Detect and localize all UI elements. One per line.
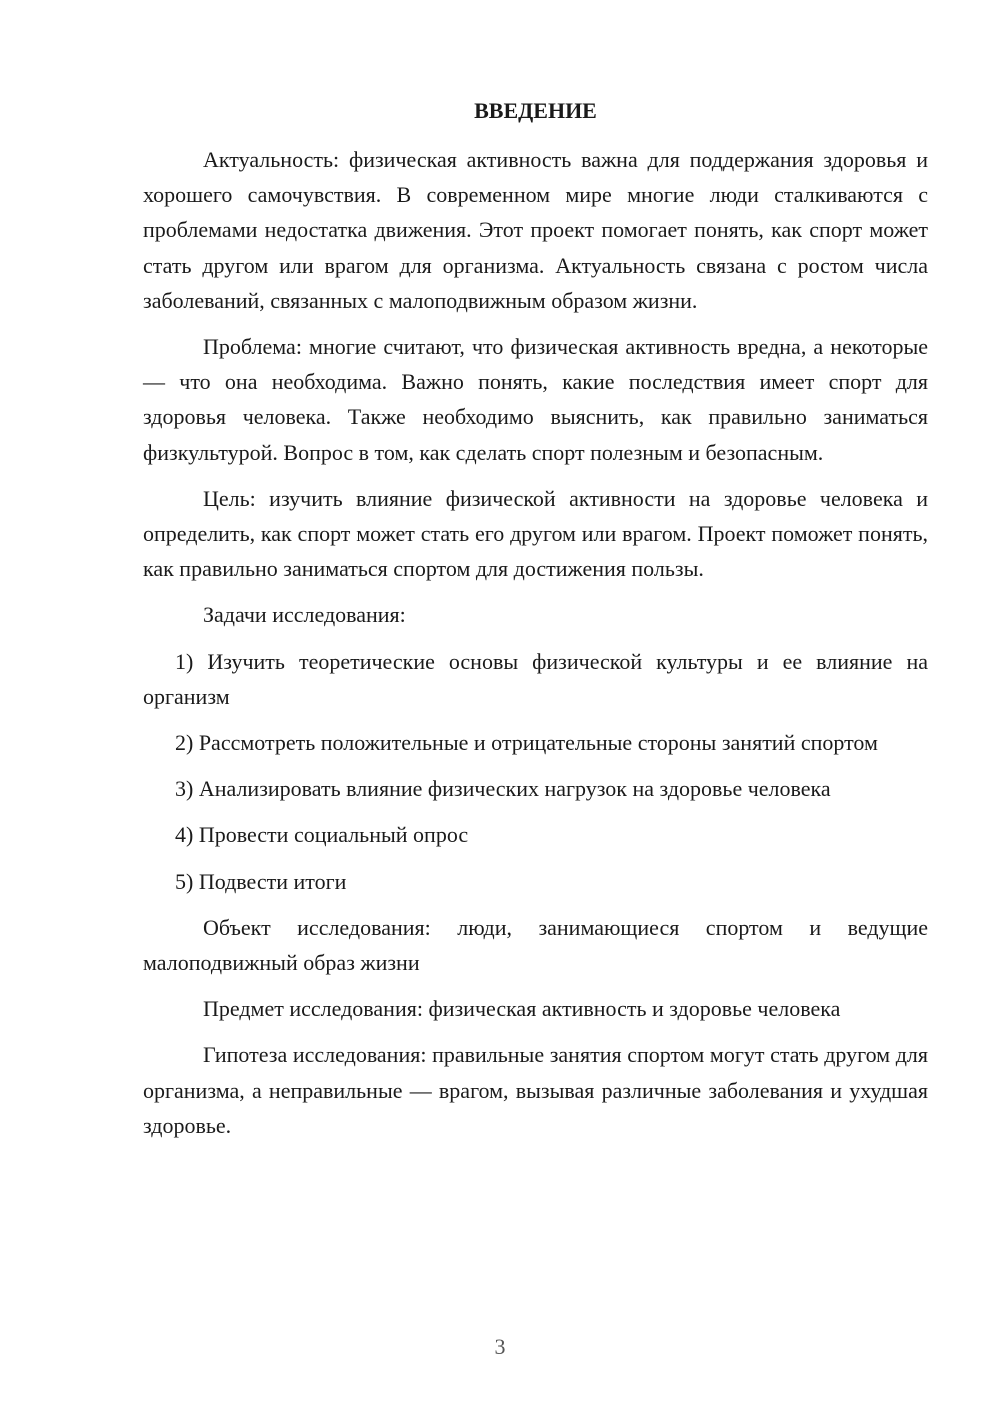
- paragraph-object: Объект исследования: люди, занимающиеся спортом и ведущие малоподвижный образ жизни: [143, 914, 928, 976]
- list-item-task-5: 5) Подвести итоги: [175, 868, 347, 894]
- paragraph-problem: Проблема: многие считают, что физическая активность вредна, а некоторые — что она необходима. Важно понять, какие последствия имеет спорт для здоровья человека. Также необходимо выяснить, как правильно заниматься физкультурой. Вопрос в том, как сделать спорт полезным и безопасным.: [143, 334, 928, 465]
- page-title: ВВЕДЕНИЕ: [474, 98, 597, 123]
- page-number: 3: [494, 1334, 506, 1359]
- list-item-task-3: 3) Анализировать влияние физических нагрузок на здоровье человека: [175, 776, 831, 802]
- paragraph-subject: Предмет исследования: физическая активность и здоровье человека: [203, 996, 841, 1022]
- paragraph-goal: Цель: изучить влияние физической активности на здоровье человека и определить, как спорт может стать его другом или врагом. Проект поможет понять, как правильно заниматься спортом для достижения пользы.: [143, 485, 928, 582]
- document-body: [143, 142, 928, 1154]
- list-item-task-2: 2) Рассмотреть положительные и отрицательные стороны занятий спортом: [175, 730, 878, 756]
- list-item-task-4: 4) Провести социальный опрос: [175, 822, 469, 848]
- paragraph-tasks-heading: Задачи исследования:: [203, 602, 406, 628]
- paragraph-hypothesis: Гипотеза исследования: правильные занятия спортом могут стать другом для организма, а неправильные — врагом, вызывая различные заболевания и ухудшая здоровье.: [143, 1042, 928, 1138]
- list-item-task-1: 1) Изучить теоретические основы физической культуры и ее влияние на организм: [143, 648, 928, 709]
- paragraph-relevance: Актуальность: физическая активность важна для поддержания здоровья и хорошего самочувствия. В современном мире многие люди сталкиваются с проблемами недостатка движения. Этот проект помогает понять, как спорт может стать другом или врагом для организма. Актуальность связана с ростом числа заболеваний, связанных с малоподвижным образом жизни.: [143, 147, 928, 313]
